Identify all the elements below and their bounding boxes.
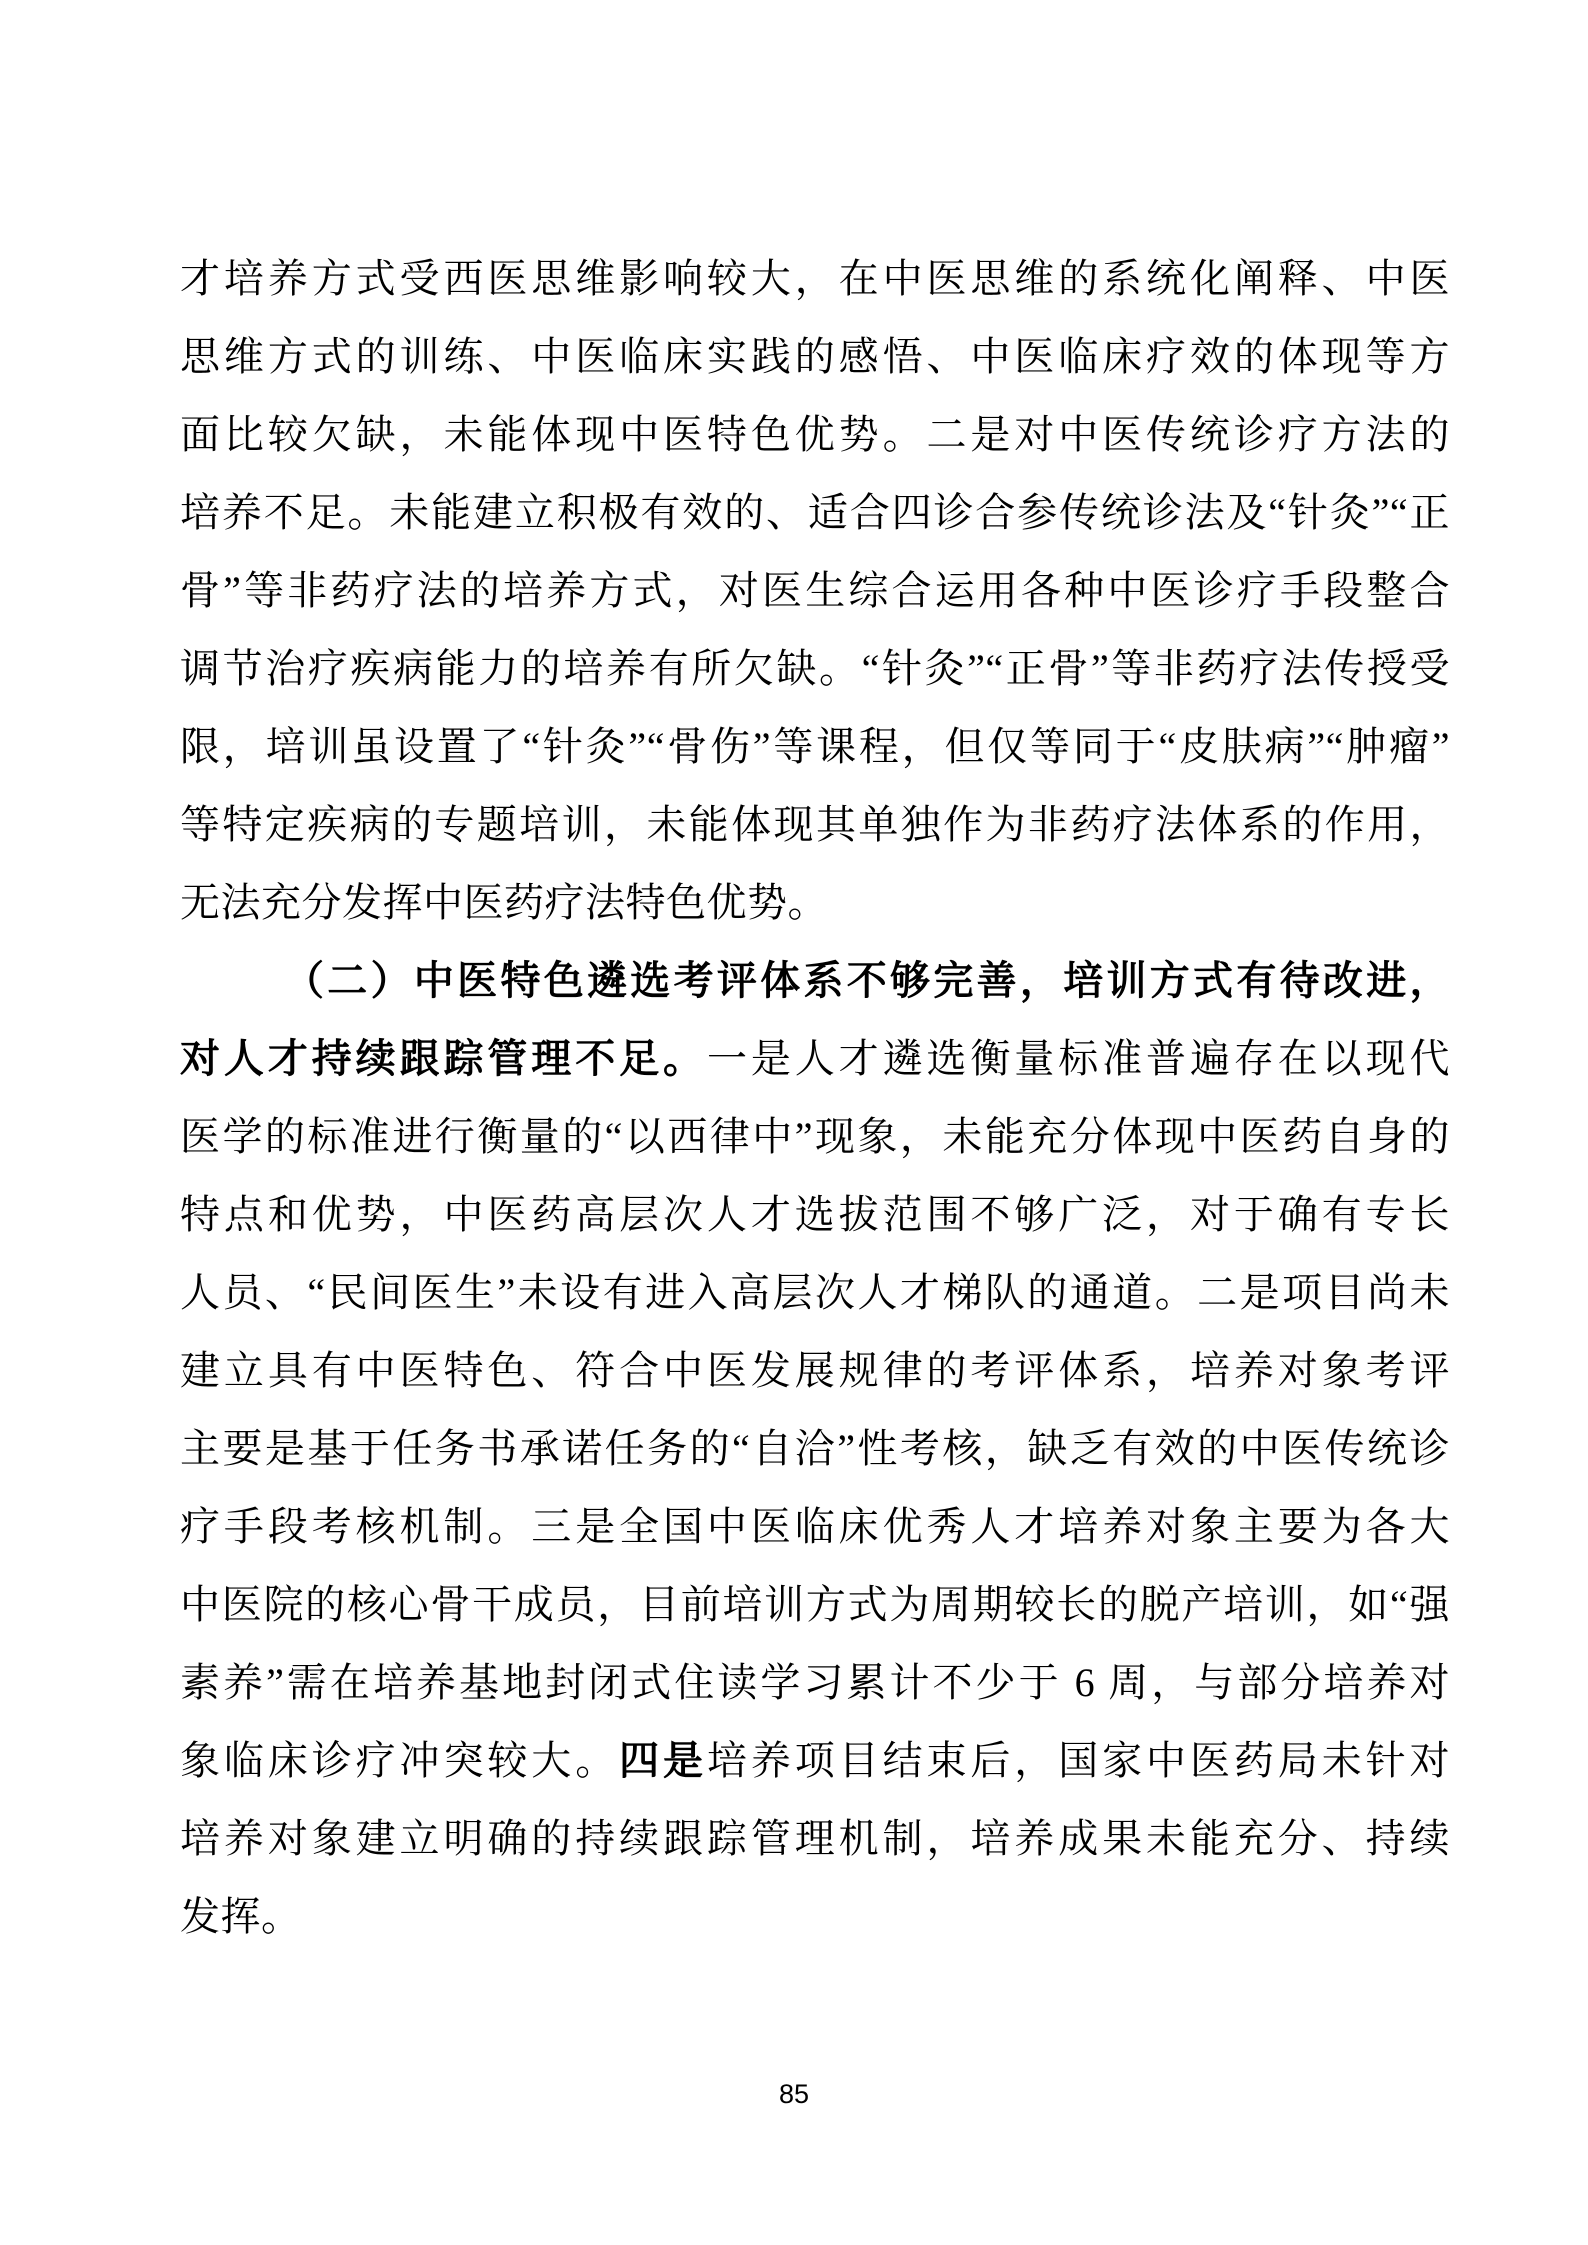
text-run: 面比较欠缺，未能体现中医特色优势。二是对中医传统诊疗方法的 — [180, 412, 1450, 457]
text-line — [180, 396, 1450, 474]
text-line — [180, 1254, 1450, 1332]
text-line — [180, 1176, 1450, 1254]
text-run: 培养不足。未能建立积极有效的、适合四诊合参传统诊法及“针灸”“正 — [180, 490, 1450, 535]
text-run: 等特定疾病的专题培训，未能体现其单独作为非药疗法体系的作用， — [180, 802, 1450, 847]
paragraph — [180, 240, 1450, 942]
text-line — [180, 1644, 1450, 1722]
text-run: 培养项目结束后，国家中医药局未针对 — [706, 1738, 1450, 1783]
text-line — [180, 552, 1450, 630]
text-run: 一是人才遴选衡量标准普遍存在以现代 — [706, 1036, 1450, 1081]
text-line — [180, 1800, 1450, 1878]
text-run: 中医院的核心骨干成员，目前培训方式为周期较长的脱产培训，如“强 — [180, 1582, 1450, 1627]
text-line — [180, 318, 1450, 396]
text-run: 医学的标准进行衡量的“以西律中”现象，未能充分体现中医药自身的 — [180, 1114, 1450, 1159]
text-run: 人员、“民间医生”未设有进入高层次人才梯队的通道。二是项目尚未 — [180, 1270, 1450, 1315]
text-run: 培养对象建立明确的持续跟踪管理机制，培养成果未能充分、持续 — [180, 1816, 1450, 1861]
text-line — [180, 1488, 1450, 1566]
text-run: 疗手段考核机制。三是全国中医临床优秀人才培养对象主要为各大 — [180, 1504, 1450, 1549]
text-line — [180, 1722, 1450, 1800]
text-line — [180, 864, 1450, 942]
text-line — [180, 1878, 1450, 1956]
text-run: 特点和优势，中医药高层次人才选拔范围不够广泛，对于确有专长 — [180, 1192, 1450, 1237]
text-run: 无法充分发挥中医药疗法特色优势。 — [180, 880, 828, 925]
text-line — [180, 786, 1450, 864]
bold-text-run: 四是 — [619, 1738, 707, 1783]
paragraph — [180, 942, 1450, 1956]
text-line — [180, 942, 1450, 1020]
bold-text-run: 对人才持续跟踪管理不足。 — [180, 1036, 707, 1081]
text-run: 限，培训虽设置了“针灸”“骨伤”等课程，但仅等同于“皮肤病”“肿瘤” — [180, 724, 1450, 769]
text-line — [180, 240, 1450, 318]
text-line — [180, 1332, 1450, 1410]
text-line — [180, 1566, 1450, 1644]
text-run: 发挥。 — [180, 1894, 302, 1939]
text-run: 建立具有中医特色、符合中医发展规律的考评体系，培养对象考评 — [180, 1348, 1450, 1393]
text-run: 思维方式的训练、中医临床实践的感悟、中医临床疗效的体现等方 — [180, 334, 1450, 379]
text-run: 素养”需在培养基地封闭式住读学习累计不少于 6 周，与部分培养对 — [180, 1660, 1450, 1705]
page-number: 85 — [778, 2079, 810, 2109]
text-line — [180, 1020, 1450, 1098]
text-run: 主要是基于任务书承诺任务的“自洽”性考核，缺乏有效的中医传统诊 — [180, 1426, 1450, 1471]
text-run: 象临床诊疗冲突较大。 — [180, 1738, 620, 1783]
text-line — [180, 630, 1450, 708]
text-line — [180, 474, 1450, 552]
bold-text-run: （二）中医特色遴选考评体系不够完善，培训方式有待改进， — [284, 958, 1450, 1003]
text-line — [180, 1098, 1450, 1176]
text-line — [180, 708, 1450, 786]
text-run: 调节治疗疾病能力的培养有所欠缺。“针灸”“正骨”等非药疗法传授受 — [180, 646, 1450, 691]
text-line — [180, 1410, 1450, 1488]
text-run: 才培养方式受西医思维影响较大，在中医思维的系统化阐释、中医 — [180, 256, 1450, 301]
text-run: 骨”等非药疗法的培养方式，对医生综合运用各种中医诊疗手段整合 — [180, 568, 1450, 613]
